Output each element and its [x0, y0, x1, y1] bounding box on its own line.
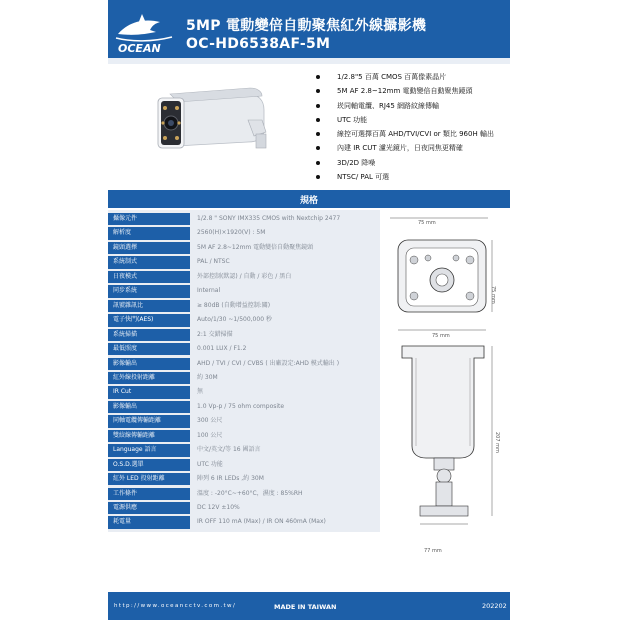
- spec-row: [108, 459, 380, 472]
- spec-row: [108, 488, 380, 501]
- spec-label: O.S.D.選單: [108, 459, 190, 471]
- spec-row: [108, 415, 380, 428]
- mounting-base: [420, 506, 468, 516]
- spec-row: [108, 227, 380, 240]
- dim-width-side: 75 mm: [432, 333, 450, 339]
- spec-row: [108, 372, 380, 385]
- spec-row: [108, 444, 380, 457]
- spec-label: 紅外 LED 投射距離: [108, 473, 190, 485]
- spec-row: [108, 358, 380, 371]
- spec-value: 1.0 Vp-p / 75 ohm composite: [197, 402, 285, 410]
- spec-label: IR Cut: [108, 386, 190, 398]
- spec-label: 系統掃描: [108, 329, 190, 341]
- dim-length: 207 mm: [494, 432, 500, 453]
- spec-row: [108, 256, 380, 269]
- feature-list: [316, 70, 516, 184]
- feature-item: 5M AF 2.8~12mm 電動變倍自動聚焦鏡頭: [316, 84, 516, 98]
- spec-row: [108, 430, 380, 443]
- bullet-icon: [316, 104, 320, 108]
- spec-value: Auto/1/30 ~1/500,000 秒: [197, 316, 272, 324]
- spec-value: 1/2.8 " SONY IMX335 CMOS with Nextchip 2477: [197, 215, 341, 222]
- spec-value: PAL / NTSC: [197, 258, 230, 266]
- bracket-joint: [437, 469, 451, 483]
- ocean-logo: [112, 12, 176, 58]
- spec-label: 工作條件: [108, 488, 190, 500]
- spec-label: 電源供應: [108, 502, 190, 514]
- spec-row: [108, 300, 380, 313]
- spec-label: 紅外線投射距離: [108, 372, 190, 384]
- spec-row: [108, 516, 380, 529]
- spec-label: 最低照度: [108, 343, 190, 355]
- bullet-icon: [316, 161, 320, 165]
- spec-label: 鏡頭選擇: [108, 242, 190, 254]
- spec-value: IR OFF 110 mA (Max) / IR ON 460mA (Max): [197, 518, 326, 526]
- spec-row: [108, 502, 380, 515]
- spec-value: DC 12V ±10%: [197, 504, 240, 511]
- page-title: 5MP 電動變倍自動聚焦紅外線攝影機: [186, 18, 427, 34]
- header-stripe: [108, 58, 510, 64]
- spec-label: 訊號雜訊比: [108, 300, 190, 312]
- spec-label: 攝像元件: [108, 213, 190, 225]
- spec-value: 中文/英文/等 16 國語言: [197, 446, 261, 454]
- spec-label: 日夜模式: [108, 271, 190, 283]
- bullet-icon: [316, 132, 320, 136]
- bullet-icon: [316, 118, 320, 122]
- spec-value: Internal: [197, 287, 221, 295]
- spec-value: 2:1 交錯掃描: [197, 330, 233, 338]
- spec-value: 300 公尺: [197, 417, 223, 425]
- specs-title: 規格: [299, 196, 318, 206]
- feature-item: NTSC/ PAL 可選: [316, 170, 516, 184]
- spec-label: 解析度: [108, 227, 190, 239]
- side-view-body: [402, 346, 484, 458]
- spec-value: 外部控制(默認) / 自動 / 彩色 / 黑白: [197, 272, 292, 280]
- spec-row: [108, 473, 380, 486]
- spec-value: ≥ 80dB (自動增益控制:關): [197, 301, 271, 309]
- spec-row: [108, 386, 380, 399]
- bullet-icon: [316, 146, 320, 150]
- spec-value: AHD / TVI / CVI / CVBS ( 出廠設定:AHD 模式輸出 ): [197, 359, 340, 367]
- spec-row: [108, 401, 380, 414]
- spec-row: [108, 343, 380, 356]
- bullet-icon: [316, 175, 320, 179]
- feature-item: 崁同軸電纜、RJ45 網路紋線傳輸: [316, 99, 516, 113]
- dim-height-front: 75 mm: [490, 286, 496, 304]
- spec-row: [108, 285, 380, 298]
- document-code: 202202: [482, 602, 507, 610]
- spec-value: 2560(H)×1920(V) : 5M: [197, 229, 266, 237]
- feature-item: 3D/2D 降噪: [316, 156, 516, 170]
- bullet-icon: [316, 89, 320, 93]
- spec-value: UTC 功能: [197, 460, 223, 468]
- spec-label: 同軸電纜傳輸距離: [108, 415, 190, 427]
- bullet-icon: [316, 75, 320, 79]
- spec-label: 系統制式: [108, 256, 190, 268]
- dimension-diagram: [380, 210, 510, 532]
- spec-row: [108, 213, 380, 226]
- spec-label: 影像輸出: [108, 401, 190, 413]
- spec-value: 陣列 6 IR LEDs ,約 30M: [197, 475, 264, 483]
- spec-row: [108, 242, 380, 255]
- spec-value: 約 30M: [197, 373, 218, 381]
- dim-width-bottom: 77 mm: [424, 548, 442, 554]
- spec-label: 影像輸出: [108, 358, 190, 370]
- feature-item: 內建 IR CUT 濾光鏡片，日夜同焦更精確: [316, 141, 516, 155]
- feature-item: UTC 功能: [316, 113, 516, 127]
- spec-row: [108, 271, 380, 284]
- spec-value: 100 公尺: [197, 431, 223, 439]
- spec-label: 耗電量: [108, 516, 190, 528]
- spec-label: 雙絞線傳輸距離: [108, 430, 190, 442]
- spec-value: 5M AF 2.8~12mm 電動變倍自動聚焦鏡頭: [197, 243, 314, 251]
- spec-value: 0.001 LUX / F1.2: [197, 345, 247, 353]
- spec-row: [108, 329, 380, 342]
- spec-row: [108, 314, 380, 327]
- spec-value: 溫度 : -20°C~+60°C，濕度 : 85%RH: [197, 489, 303, 497]
- feature-item: 線控可選擇百萬 AHD/TVI/CVI or 類比 960H 輸出: [316, 127, 516, 141]
- spec-label: 同步系統: [108, 285, 190, 297]
- website-link[interactable]: http://www.oceancctv.com.tw/: [114, 603, 237, 609]
- model-number: OC-HD6538AF-5M: [186, 36, 331, 52]
- dim-width-top: 75 mm: [418, 220, 436, 226]
- spec-label: Language 語言: [108, 444, 190, 456]
- camera-product-image: [152, 80, 274, 160]
- made-in-label: MADE IN TAIWAN: [274, 603, 337, 611]
- spec-value: 無: [197, 388, 204, 396]
- logo-wordmark: OCEAN: [118, 42, 161, 55]
- spec-label: 電子快門(AES): [108, 314, 190, 326]
- feature-item: 1/2.8"5 百萬 CMOS 百萬像素晶片: [316, 70, 516, 84]
